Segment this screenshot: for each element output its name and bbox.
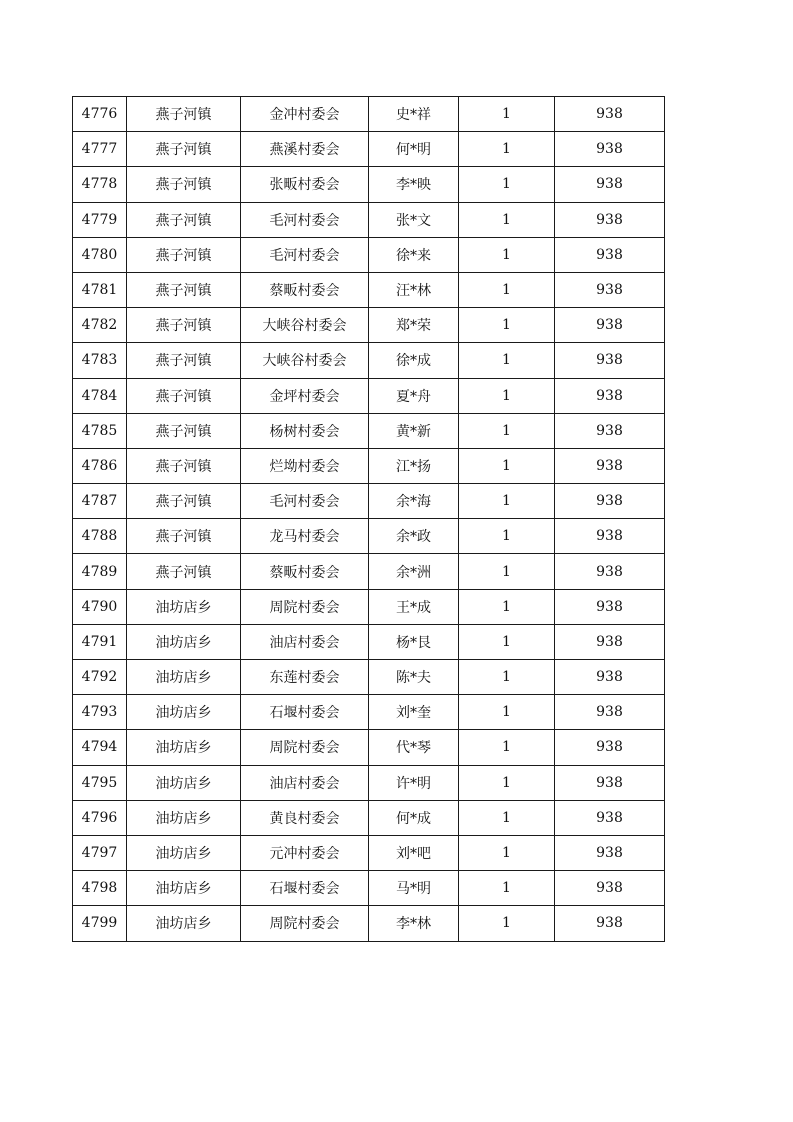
name-cell: 江*扬 (369, 448, 459, 483)
name-cell: 李*林 (369, 906, 459, 941)
township-cell: 油坊店乡 (127, 660, 241, 695)
table-row (73, 308, 665, 343)
amount-cell: 938 (555, 906, 665, 941)
name-cell: 余*洲 (369, 554, 459, 589)
township-cell: 燕子河镇 (127, 484, 241, 519)
serial-number-cell: 4782 (73, 308, 127, 343)
table-row (73, 413, 665, 448)
township-cell: 燕子河镇 (127, 272, 241, 307)
name-cell: 陈*夫 (369, 660, 459, 695)
name-cell: 杨*艮 (369, 624, 459, 659)
table-row (73, 554, 665, 589)
serial-number-cell: 4798 (73, 871, 127, 906)
table-row (73, 202, 665, 237)
count-cell: 1 (459, 871, 555, 906)
village-committee-cell: 毛河村委会 (241, 484, 369, 519)
amount-cell: 938 (555, 800, 665, 835)
township-cell: 油坊店乡 (127, 589, 241, 624)
count-cell: 1 (459, 660, 555, 695)
village-committee-cell: 烂坳村委会 (241, 448, 369, 483)
village-committee-cell: 蔡畈村委会 (241, 554, 369, 589)
amount-cell: 938 (555, 343, 665, 378)
amount-cell: 938 (555, 237, 665, 272)
amount-cell: 938 (555, 765, 665, 800)
village-committee-cell: 大峡谷村委会 (241, 343, 369, 378)
count-cell: 1 (459, 448, 555, 483)
serial-number-cell: 4783 (73, 343, 127, 378)
serial-number-cell: 4778 (73, 167, 127, 202)
serial-number-cell: 4776 (73, 97, 127, 132)
serial-number-cell: 4796 (73, 800, 127, 835)
township-cell: 油坊店乡 (127, 800, 241, 835)
serial-number-cell: 4790 (73, 589, 127, 624)
amount-cell: 938 (555, 413, 665, 448)
amount-cell: 938 (555, 589, 665, 624)
village-committee-cell: 大峡谷村委会 (241, 308, 369, 343)
count-cell: 1 (459, 730, 555, 765)
table-row (73, 343, 665, 378)
name-cell: 李*映 (369, 167, 459, 202)
township-cell: 燕子河镇 (127, 97, 241, 132)
serial-number-cell: 4786 (73, 448, 127, 483)
village-committee-cell: 油店村委会 (241, 765, 369, 800)
township-cell: 燕子河镇 (127, 554, 241, 589)
serial-number-cell: 4797 (73, 835, 127, 870)
name-cell: 余*海 (369, 484, 459, 519)
township-cell: 燕子河镇 (127, 237, 241, 272)
township-cell: 燕子河镇 (127, 448, 241, 483)
name-cell: 汪*林 (369, 272, 459, 307)
serial-number-cell: 4785 (73, 413, 127, 448)
count-cell: 1 (459, 378, 555, 413)
count-cell: 1 (459, 765, 555, 800)
count-cell: 1 (459, 167, 555, 202)
count-cell: 1 (459, 484, 555, 519)
count-cell: 1 (459, 272, 555, 307)
township-cell: 燕子河镇 (127, 167, 241, 202)
serial-number-cell: 4777 (73, 132, 127, 167)
count-cell: 1 (459, 906, 555, 941)
serial-number-cell: 4789 (73, 554, 127, 589)
name-cell: 刘*奎 (369, 695, 459, 730)
amount-cell: 938 (555, 660, 665, 695)
count-cell: 1 (459, 554, 555, 589)
table-row (73, 695, 665, 730)
count-cell: 1 (459, 519, 555, 554)
table-row (73, 378, 665, 413)
name-cell: 何*明 (369, 132, 459, 167)
serial-number-cell: 4781 (73, 272, 127, 307)
township-cell: 燕子河镇 (127, 308, 241, 343)
village-committee-cell: 元冲村委会 (241, 835, 369, 870)
count-cell: 1 (459, 835, 555, 870)
township-cell: 油坊店乡 (127, 624, 241, 659)
village-committee-cell: 蔡畈村委会 (241, 272, 369, 307)
village-committee-cell: 杨树村委会 (241, 413, 369, 448)
village-committee-cell: 周院村委会 (241, 589, 369, 624)
township-cell: 燕子河镇 (127, 132, 241, 167)
name-cell: 王*成 (369, 589, 459, 624)
roster-table (72, 96, 665, 942)
count-cell: 1 (459, 589, 555, 624)
township-cell: 燕子河镇 (127, 519, 241, 554)
table-row (73, 660, 665, 695)
count-cell: 1 (459, 132, 555, 167)
name-cell: 马*明 (369, 871, 459, 906)
count-cell: 1 (459, 695, 555, 730)
village-committee-cell: 东莲村委会 (241, 660, 369, 695)
serial-number-cell: 4793 (73, 695, 127, 730)
serial-number-cell: 4787 (73, 484, 127, 519)
amount-cell: 938 (555, 554, 665, 589)
name-cell: 许*明 (369, 765, 459, 800)
name-cell: 徐*成 (369, 343, 459, 378)
amount-cell: 938 (555, 272, 665, 307)
table-row (73, 624, 665, 659)
township-cell: 油坊店乡 (127, 695, 241, 730)
name-cell: 何*成 (369, 800, 459, 835)
serial-number-cell: 4780 (73, 237, 127, 272)
name-cell: 郑*荣 (369, 308, 459, 343)
table-row (73, 800, 665, 835)
name-cell: 夏*舟 (369, 378, 459, 413)
amount-cell: 938 (555, 378, 665, 413)
village-committee-cell: 石堰村委会 (241, 871, 369, 906)
serial-number-cell: 4788 (73, 519, 127, 554)
village-committee-cell: 金冲村委会 (241, 97, 369, 132)
roster-table-body (73, 97, 665, 942)
count-cell: 1 (459, 202, 555, 237)
township-cell: 燕子河镇 (127, 343, 241, 378)
table-row (73, 519, 665, 554)
village-committee-cell: 周院村委会 (241, 730, 369, 765)
table-row (73, 484, 665, 519)
amount-cell: 938 (555, 308, 665, 343)
amount-cell: 938 (555, 519, 665, 554)
table-row (73, 167, 665, 202)
township-cell: 油坊店乡 (127, 765, 241, 800)
name-cell: 黄*新 (369, 413, 459, 448)
township-cell: 燕子河镇 (127, 378, 241, 413)
name-cell: 刘*吧 (369, 835, 459, 870)
amount-cell: 938 (555, 871, 665, 906)
name-cell: 张*文 (369, 202, 459, 237)
amount-cell: 938 (555, 132, 665, 167)
township-cell: 燕子河镇 (127, 413, 241, 448)
township-cell: 油坊店乡 (127, 906, 241, 941)
amount-cell: 938 (555, 167, 665, 202)
village-committee-cell: 金坪村委会 (241, 378, 369, 413)
table-row (73, 237, 665, 272)
amount-cell: 938 (555, 835, 665, 870)
serial-number-cell: 4784 (73, 378, 127, 413)
serial-number-cell: 4794 (73, 730, 127, 765)
table-row (73, 589, 665, 624)
count-cell: 1 (459, 343, 555, 378)
table-row (73, 448, 665, 483)
serial-number-cell: 4791 (73, 624, 127, 659)
amount-cell: 938 (555, 730, 665, 765)
amount-cell: 938 (555, 624, 665, 659)
village-committee-cell: 黄良村委会 (241, 800, 369, 835)
township-cell: 油坊店乡 (127, 730, 241, 765)
serial-number-cell: 4799 (73, 906, 127, 941)
table-row (73, 730, 665, 765)
count-cell: 1 (459, 624, 555, 659)
count-cell: 1 (459, 237, 555, 272)
table-row (73, 835, 665, 870)
name-cell: 史*祥 (369, 97, 459, 132)
township-cell: 燕子河镇 (127, 202, 241, 237)
village-committee-cell: 燕溪村委会 (241, 132, 369, 167)
amount-cell: 938 (555, 484, 665, 519)
amount-cell: 938 (555, 448, 665, 483)
name-cell: 余*政 (369, 519, 459, 554)
count-cell: 1 (459, 800, 555, 835)
village-committee-cell: 油店村委会 (241, 624, 369, 659)
township-cell: 油坊店乡 (127, 835, 241, 870)
table-row (73, 871, 665, 906)
name-cell: 徐*来 (369, 237, 459, 272)
village-committee-cell: 周院村委会 (241, 906, 369, 941)
serial-number-cell: 4779 (73, 202, 127, 237)
village-committee-cell: 毛河村委会 (241, 237, 369, 272)
serial-number-cell: 4792 (73, 660, 127, 695)
count-cell: 1 (459, 413, 555, 448)
village-committee-cell: 龙马村委会 (241, 519, 369, 554)
count-cell: 1 (459, 308, 555, 343)
village-committee-cell: 石堰村委会 (241, 695, 369, 730)
amount-cell: 938 (555, 202, 665, 237)
township-cell: 油坊店乡 (127, 871, 241, 906)
table-row (73, 272, 665, 307)
table-row (73, 906, 665, 941)
amount-cell: 938 (555, 97, 665, 132)
count-cell: 1 (459, 97, 555, 132)
table-row (73, 132, 665, 167)
name-cell: 代*琴 (369, 730, 459, 765)
table-row (73, 97, 665, 132)
amount-cell: 938 (555, 695, 665, 730)
serial-number-cell: 4795 (73, 765, 127, 800)
village-committee-cell: 毛河村委会 (241, 202, 369, 237)
village-committee-cell: 张畈村委会 (241, 167, 369, 202)
table-row (73, 765, 665, 800)
